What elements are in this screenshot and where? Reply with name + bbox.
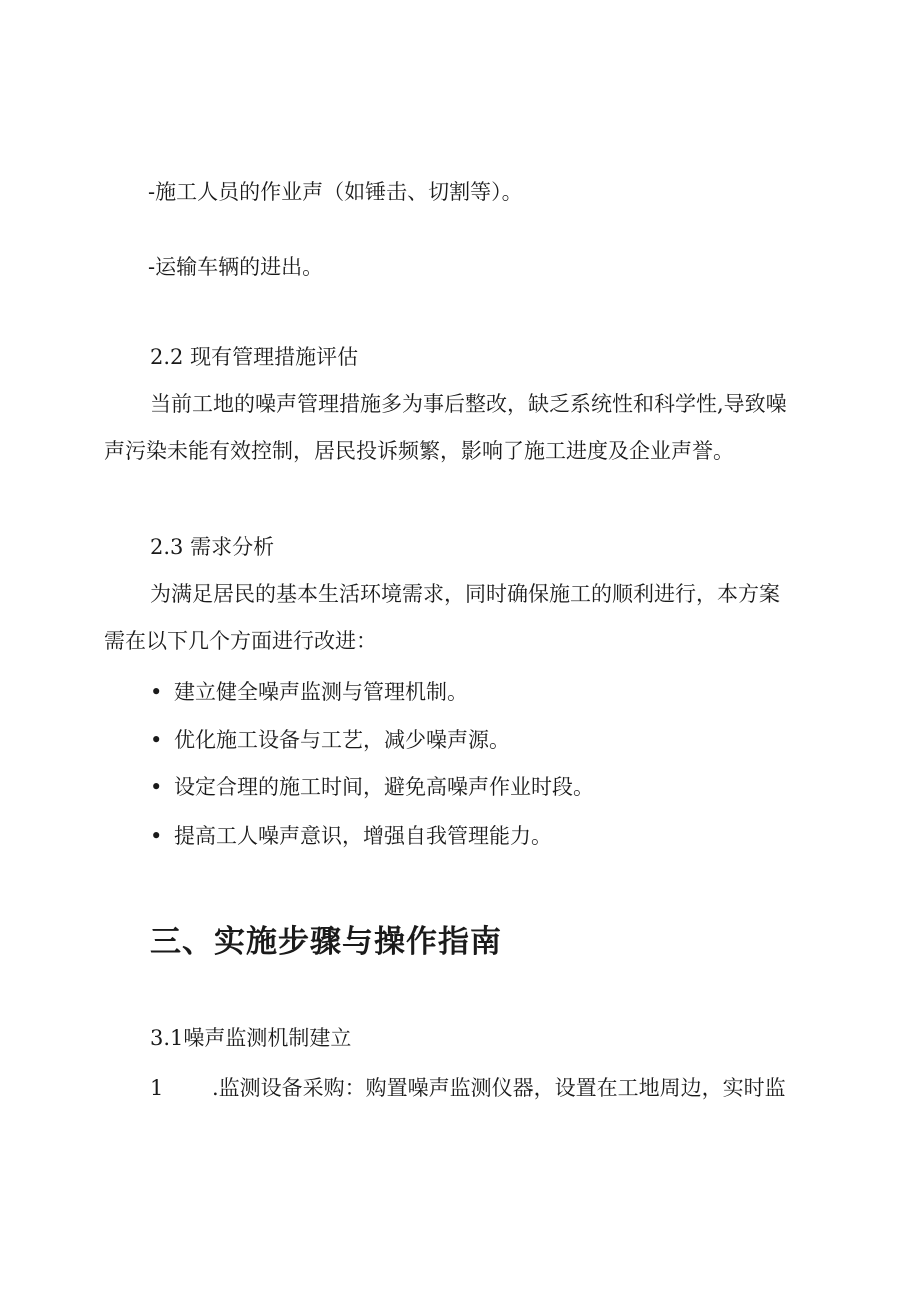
bullet-icon: • [150, 680, 163, 704]
list-item-number: 1 [150, 1076, 164, 1100]
list-item [150, 773, 594, 801]
section-2-3-heading: 2.3 需求分析 [150, 535, 275, 559]
bullet-icon: • [150, 728, 163, 752]
list-item [150, 726, 510, 754]
bullet-icon: • [150, 775, 163, 799]
dash-item-workers-noise: -施工人员的作业声（如锤击、切割等）。 [148, 180, 523, 204]
section-2-2-heading: 2.2 现有管理措施评估 [150, 345, 359, 369]
bullet-icon: • [150, 824, 163, 848]
section-2-3-paragraph-line2: 需在以下几个方面进行改进： [104, 629, 377, 653]
section-2-2-paragraph-line2: 声污染未能有效控制，居民投诉频繁，影响了施工进度及企业声誉。 [104, 439, 734, 463]
bullet-text: 优化施工设备与工艺，减少噪声源。 [174, 728, 510, 752]
list-item [150, 822, 552, 850]
section-2-2-paragraph-line1: 当前工地的噪声管理措施多为事后整改，缺乏系统性和科学性,导致噪 [150, 392, 787, 416]
bullet-text: 建立健全噪声监测与管理机制。 [174, 680, 468, 704]
section-3-1-heading: 3.1噪声监测机制建立 [150, 1026, 352, 1050]
bullet-text: 提高工人噪声意识，增强自我管理能力。 [174, 824, 552, 848]
chapter-3-heading: 三、实施步骤与操作指南 [150, 924, 502, 960]
dash-item-vehicles: -运输车辆的进出。 [148, 255, 324, 279]
bullet-text: 设定合理的施工时间，避免高噪声作业时段。 [174, 775, 594, 799]
section-2-3-paragraph-line1: 为满足居民的基本生活环境需求，同时确保施工的顺利进行，本方案 [150, 582, 780, 606]
list-item-text: .监测设备采购：购置噪声监测仪器，设置在工地周边，实时监 [212, 1076, 786, 1100]
list-item [150, 678, 468, 706]
